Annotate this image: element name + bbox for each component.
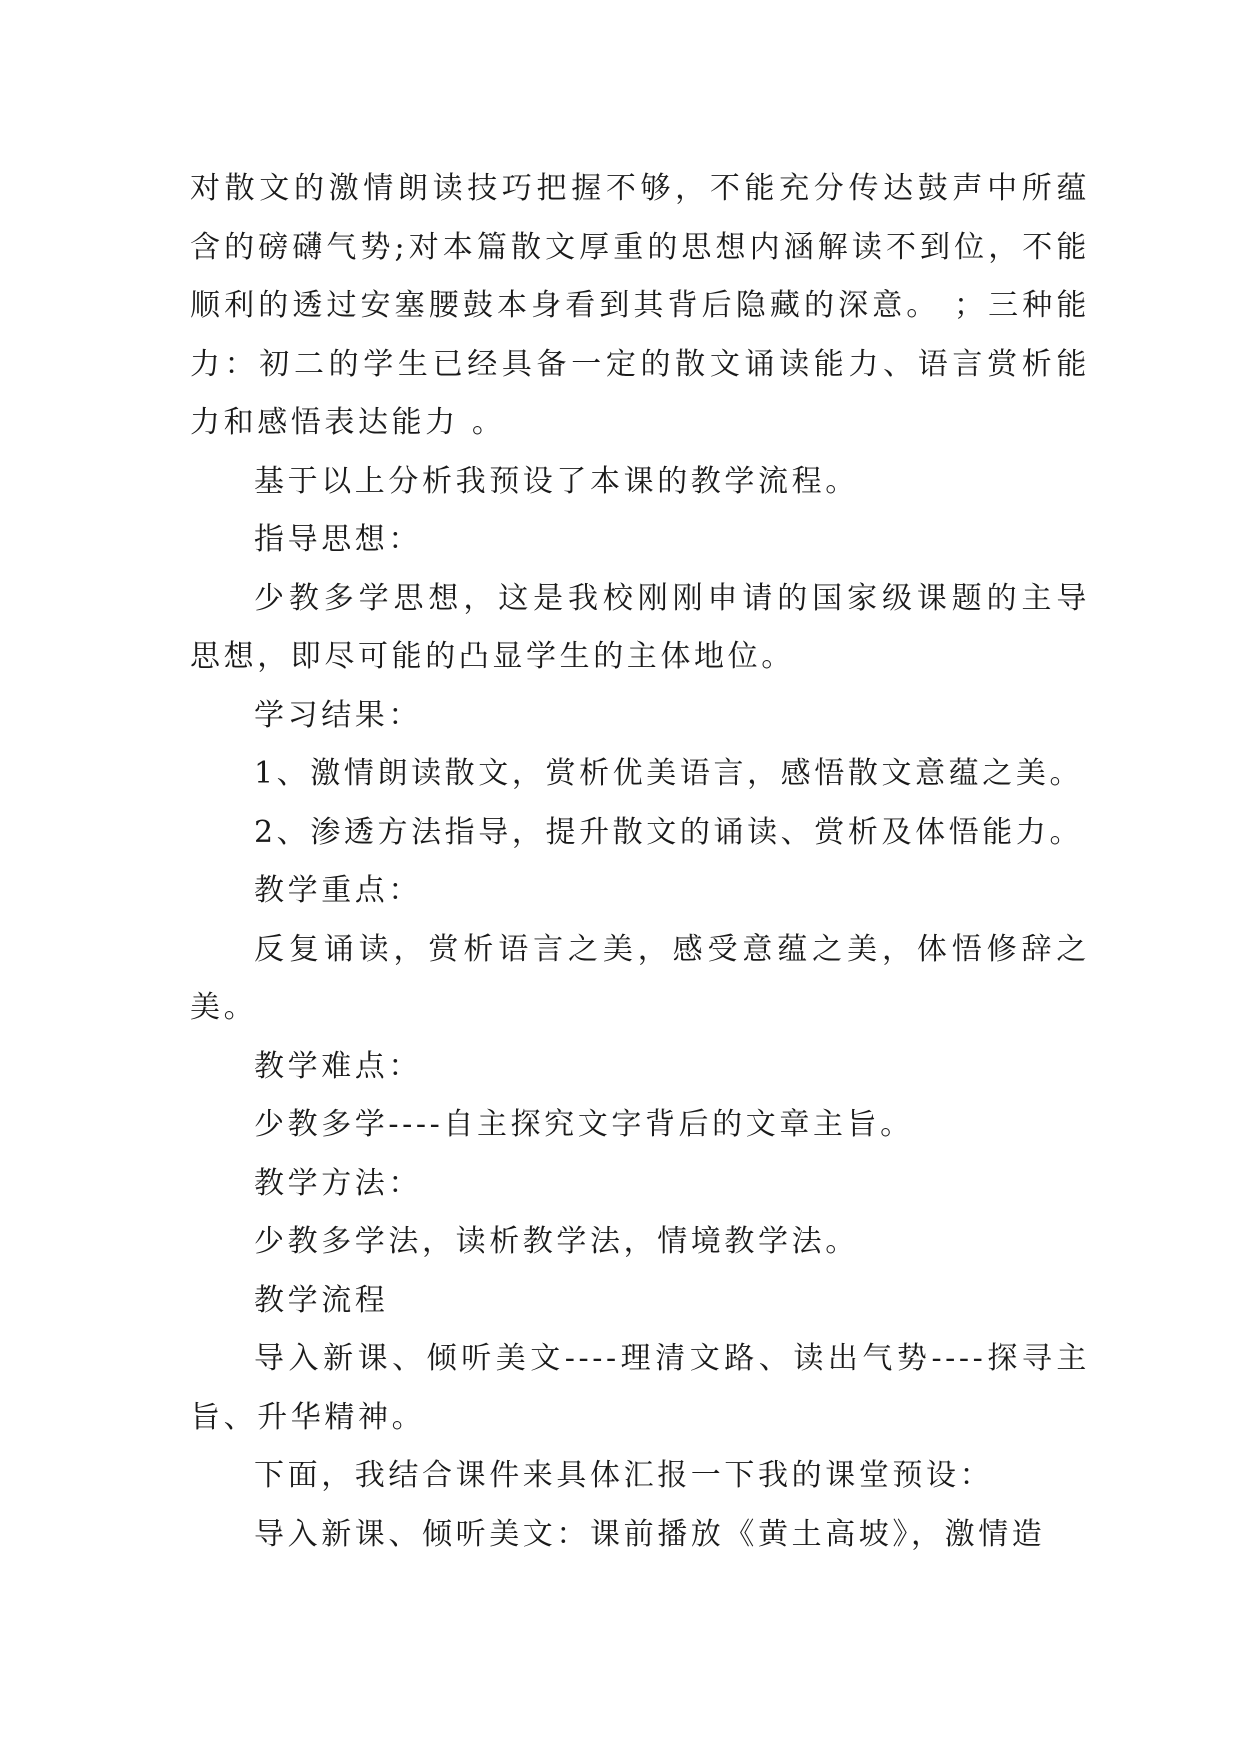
paragraph: 少教多学----自主探究文字背后的文章主旨。 xyxy=(254,1107,914,1142)
paragraph: 对散文的激情朗读技巧把握不够，不能充分传达鼓声中所蕴含的磅礴气势;对本篇散文厚重的思想内涵解读不到位，不能顺利的透过安塞腰鼓本身看到其背后隐藏的深意。 ；三种能力：初二的学生已经具备一定的散文诵读能力、语言赏析能力和感悟表达能力 。 xyxy=(190,171,1090,440)
section-heading: 教学重点： xyxy=(254,873,422,908)
paragraph: 导入新课、倾听美文----理清文路、读出气势----探寻主旨、升华精神。 xyxy=(190,1341,1090,1435)
section-heading: 教学流程 xyxy=(254,1282,389,1318)
document-page xyxy=(190,160,1090,1564)
paragraph: 反复诵读，赏析语言之美，感受意蕴之美，体悟修辞之美。 xyxy=(190,931,1090,1025)
section-heading: 学习结果： xyxy=(254,697,422,733)
paragraph: 基于以上分析我预设了本课的教学流程。 xyxy=(254,463,859,499)
paragraph: 少教多学法，读析教学法，情境教学法。 xyxy=(254,1224,859,1259)
section-heading: 指导思想： xyxy=(254,522,422,557)
paragraph: 下面，我结合课件来具体汇报一下我的课堂预设： xyxy=(254,1458,994,1493)
section-heading: 教学方法： xyxy=(254,1165,422,1201)
paragraph: 少教多学思想，这是我校刚刚申请的国家级课题的主导思想，即尽可能的凸显学生的主体地位。 xyxy=(190,580,1090,674)
section-heading: 教学难点： xyxy=(254,1048,422,1084)
list-item: 2、渗透方法指导，提升散文的诵读、赏析及体悟能力。 xyxy=(254,814,1084,850)
list-item: 1、激情朗读散文，赏析优美语言，感悟散文意蕴之美。 xyxy=(254,756,1084,791)
paragraph: 导入新课、倾听美文：课前播放《黄土高坡》，激情造 xyxy=(254,1516,1046,1552)
